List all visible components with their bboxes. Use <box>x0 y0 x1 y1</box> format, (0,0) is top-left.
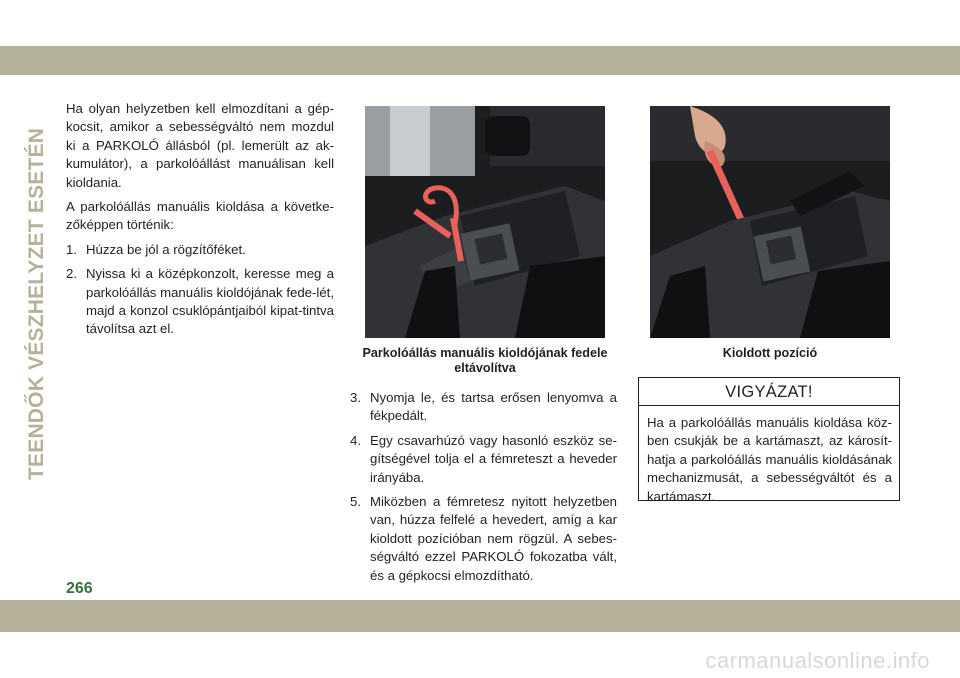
step-number: 2. <box>66 266 77 282</box>
text-column-middle <box>350 389 617 591</box>
page-number: 266 <box>66 580 93 597</box>
step-item <box>66 265 334 339</box>
step-text: Nyomja le, és tartsa erősen lenyomva a fékpedált. <box>370 390 617 424</box>
step-number: 3. <box>350 390 361 405</box>
step-item <box>66 241 334 259</box>
section-title: TEENDŐK VÉSZHELYZET ESETÉN <box>25 127 48 480</box>
figure-caption-released: Kioldott pozíció <box>722 346 818 360</box>
step-number: 5. <box>350 494 361 510</box>
watermark-text: carmanualsonline.info <box>705 648 930 673</box>
procedure-intro: A parkolóállás manuális kioldása a követke-zőképpen történik: <box>66 199 334 233</box>
step-number: 4. <box>350 432 361 448</box>
warning-text: Ha a parkolóállás manuális kioldása köz-ben csukják be a kartámaszt, az károsít-hatja a parkolóállás manuális kioldásának mechanizmusát, a sebességváltót és a kartámaszt. <box>647 415 892 504</box>
intro-paragraph: Ha olyan helyzetben kell elmozdítani a gép-kocsit, amikor a sebességváltó nem mozdul ki a PARKOLÓ állásból (pl. lemerült az ak-kumulátor), a parkolóállást manuálisan kell kioldania. <box>66 101 334 190</box>
step-item <box>350 432 617 487</box>
step-text: Egy csavarhúzó vagy hasonló eszköz se-gítségével tolja el a fémreteszt a heveder irányába. <box>370 432 617 485</box>
text-column-left <box>66 100 334 345</box>
step-item <box>350 493 617 585</box>
step-text: Nyissa ki a középkonzolt, keresse meg a parkolóállás manuális kioldójának fede-lét, majd a konzol csuklópántjaiból kipat-tintva távolítsa azt el. <box>86 266 334 337</box>
figure-caption-cover-removed: Parkolóállás manuális kioldójának fedele eltávolítva <box>362 346 608 375</box>
step-number: 1. <box>66 241 77 257</box>
header-band <box>0 46 960 75</box>
photo-cover-removed <box>365 106 605 338</box>
section-sidebar <box>22 100 52 480</box>
step-text: Miközben a fémretesz nyitott helyzetben van, húzza felfelé a hevedert, amíg a kar kioldott pozícióban nem rögzül. A sebes-ségváltó ezzel PARKOLÓ fokozatba vált, és a gépkocsi elmozdítható. <box>370 494 617 583</box>
warning-box <box>638 377 900 504</box>
watermark <box>0 648 960 674</box>
photo-released-position <box>650 106 890 338</box>
warning-title: VIGYÁZAT! <box>639 378 899 406</box>
footer-band <box>0 600 960 632</box>
step-item <box>350 389 617 426</box>
step-text: Húzza be jól a rögzítőféket. <box>86 241 246 257</box>
